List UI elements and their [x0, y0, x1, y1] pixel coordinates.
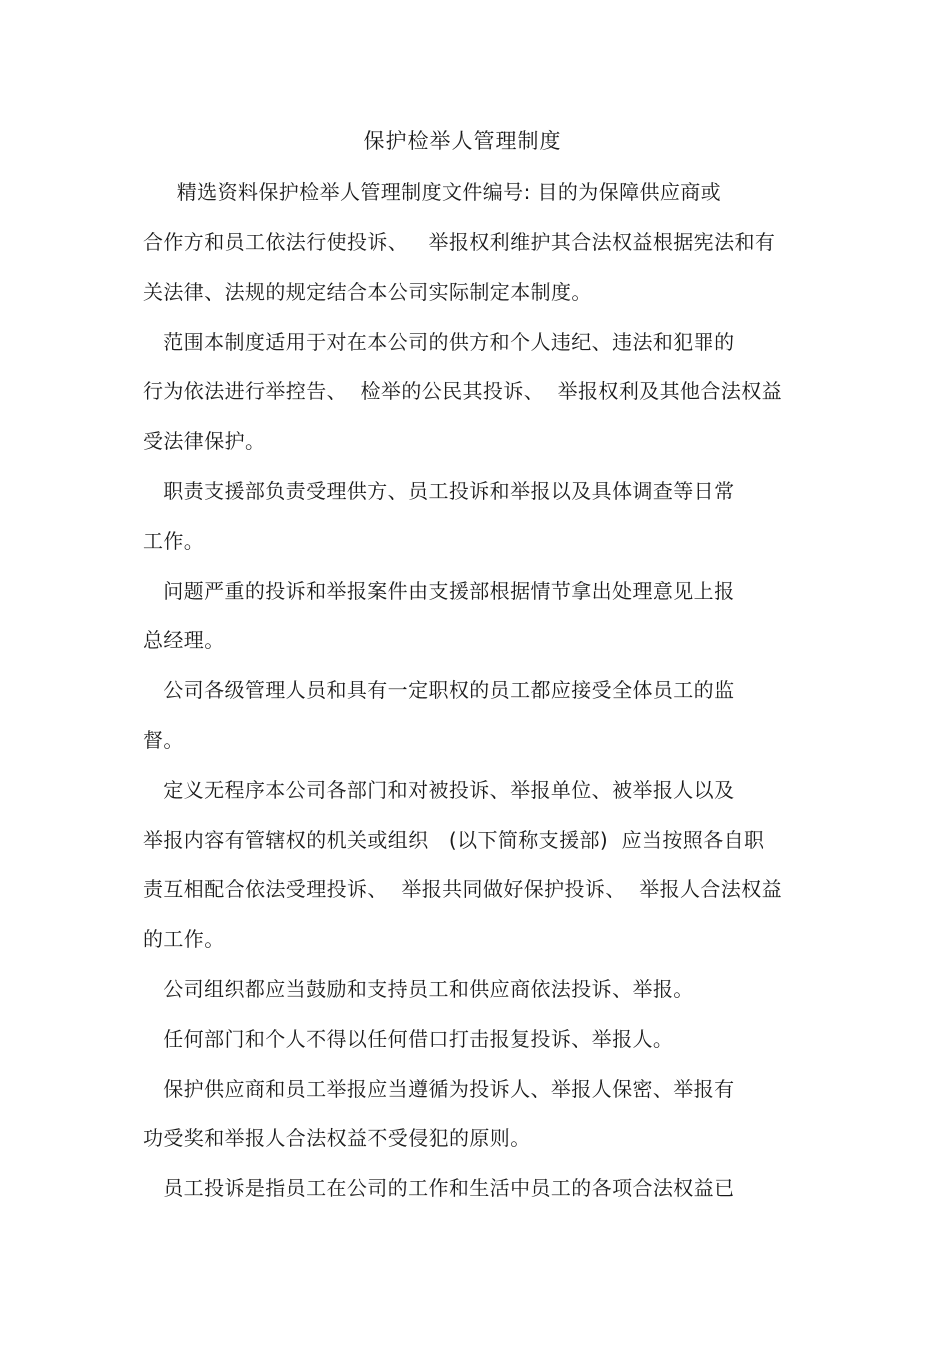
body-line: 责互相配合依法受理投诉、 举报共同做好保护投诉、 举报人合法权益 [143, 877, 783, 901]
body-line: 关法律、法规的规定结合本公司实际制定本制度。 [143, 280, 592, 304]
body-line: 举报内容有管辖权的机关或组织 (以下简称支援部) 应当按照各自职 [143, 828, 765, 852]
body-line: 行为依法进行举控告、 检举的公民其投诉、 举报权利及其他合法权益 [143, 379, 783, 403]
body-line: 受法律保护。 [143, 429, 266, 453]
body-line: 功受奖和举报人合法权益不受侵犯的原则。 [143, 1126, 531, 1150]
body-line: 定义无程序本公司各部门和对被投诉、举报单位、被举报人以及 [143, 778, 735, 802]
body-line: 问题严重的投诉和举报案件由支援部根据情节拿出处理意见上报 [143, 579, 735, 603]
body-line: 督。 [143, 728, 184, 752]
body-line: 公司组织都应当鼓励和支持员工和供应商依法投诉、举报。 [143, 977, 694, 1001]
body-line: 任何部门和个人不得以任何借口打击报复投诉、举报人。 [143, 1027, 674, 1051]
document-title: 保护检举人管理制度 [363, 129, 562, 153]
body-line: 的工作。 [143, 927, 225, 951]
body-line: 精选资料保护检举人管理制度文件编号: 目的为保障供应商或 [143, 180, 722, 204]
body-line: 职责支援部负责受理供方、员工投诉和举报以及具体调查等日常 [143, 479, 735, 503]
body-line: 范围本制度适用于对在本公司的供方和个人违纪、违法和犯罪的 [143, 330, 735, 354]
body-line: 总经理。 [143, 628, 225, 652]
body-line: 公司各级管理人员和具有一定职权的员工都应接受全体员工的监 [143, 678, 735, 702]
body-line: 工作。 [143, 529, 205, 553]
body-line: 员工投诉是指员工在公司的工作和生活中员工的各项合法权益已 [143, 1176, 735, 1200]
body-line: 保护供应商和员工举报应当遵循为投诉人、举报人保密、举报有 [143, 1077, 735, 1101]
body-line: 合作方和员工依法行使投诉、 举报权利维护其合法权益根据宪法和有 [143, 230, 776, 254]
